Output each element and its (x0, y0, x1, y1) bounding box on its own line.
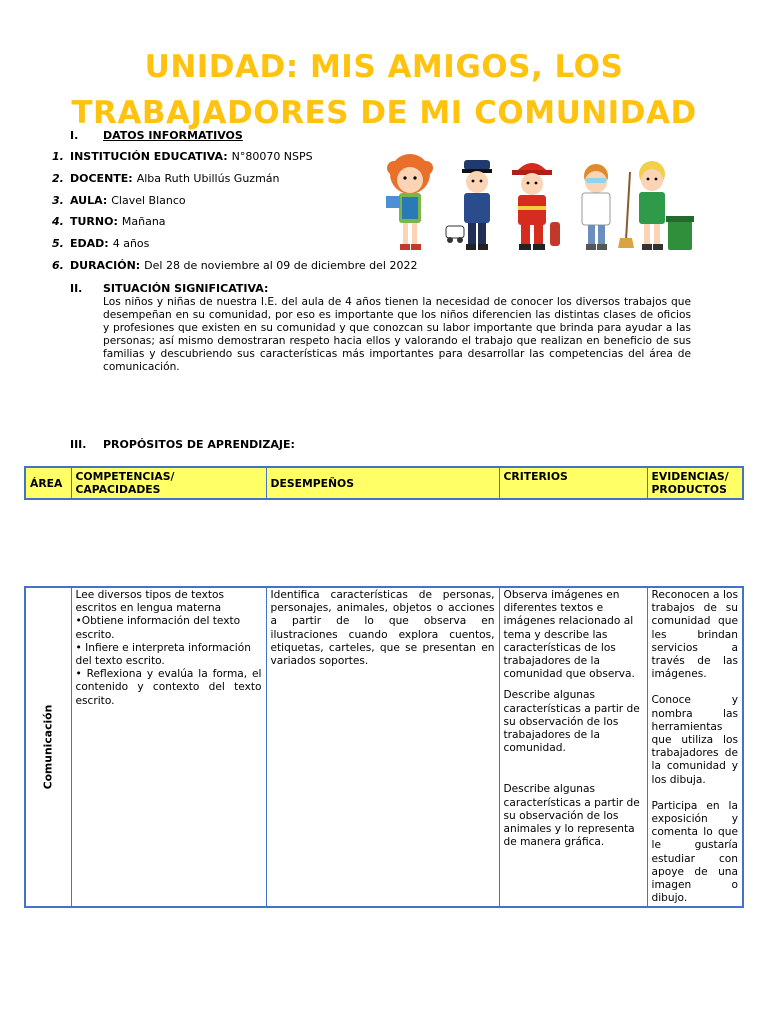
criterio-item: Observa imágenes en diferentes textos e imágenes relacionado al tema y describe las características de los trabajadores de la comunidad que observa. (503, 589, 635, 681)
section-3-label: PROPÓSITOS DE APRENDIZAJE: (103, 438, 295, 451)
info-value: Del 28 de noviembre al 09 de diciembre del 2022 (144, 258, 418, 272)
section-1-number: I. (70, 129, 79, 142)
section-2-label: SITUACIÓN SIGNIFICATIVA: (103, 282, 269, 295)
purposes-table-header (24, 466, 744, 500)
competencia-title: Lee diversos tipos de textos escritos en lengua materna (75, 589, 225, 615)
info-value: Alba Ruth Ubillús Guzmán (136, 171, 280, 185)
info-number: 5. (52, 237, 64, 251)
girl-with-book-figure (386, 154, 433, 250)
police-figure (446, 160, 492, 250)
evidencia-item: Conoce y nombra las herramientas que utiliza los trabajadores de la comunidad y los dibuja. (651, 694, 738, 786)
info-value: N°80070 NSPS (231, 150, 313, 163)
section-2-number: II. (70, 282, 83, 295)
section-3-heading (70, 438, 295, 451)
info-item (52, 215, 417, 237)
capacidad-item: • Infiere e interpreta información del texto escrito. (75, 641, 251, 668)
info-key: EDAD: (70, 237, 109, 251)
evidencia-item: Participa en la exposición y comenta lo que le gustaría estudiar con apoye de una imagen o dibujo. (651, 799, 738, 905)
info-item (52, 194, 417, 216)
info-item (52, 172, 417, 194)
info-item (52, 259, 417, 281)
header-criterios: CRITERIOS (499, 467, 647, 499)
info-key: DOCENTE: (70, 171, 133, 185)
info-value: Clavel Blanco (111, 193, 186, 207)
situacion-significativa-text: Los niños y niñas de nuestra I.E. del aula de 4 años tienen la necesidad de conocer los diversos trabajos que desempeñan en su comunidad, por eso es importante que los niños diferencien las distintas clases de oficios y profesiones que existen en su comunidad y que conozcan su labor importante que brinda para ayudar a las personas; así mismo demostraran respeto hacia ellos y valorando el trabajo que realizan en beneficio de sus familias y descubriendo sus características más importantes para desarrollar las competencias del área de comunicación. (103, 296, 691, 374)
purposes-table (24, 586, 744, 908)
area-label: Comunicación (41, 704, 55, 790)
section-2-heading (70, 282, 268, 295)
info-key: DURACIÓN: (70, 258, 141, 272)
area-cell (25, 587, 71, 907)
community-workers-illustration (384, 152, 696, 256)
table-row (25, 587, 743, 907)
criterio-item: Describe algunas características a partir de su observación de los animales y lo representa de manera gráfica. (503, 783, 640, 849)
capacidad-item: •Obtiene información del texto escrito. (75, 615, 241, 641)
section-3-number: III. (70, 438, 87, 451)
header-competencias: COMPETENCIAS/ CAPACIDADES (71, 467, 266, 499)
info-list (52, 150, 417, 281)
info-item (52, 150, 417, 172)
info-key: AULA: (70, 193, 108, 207)
title-line-2: TRABAJADORES DE MI COMUNIDAD (71, 95, 697, 131)
info-number: 6. (52, 258, 64, 272)
section-1-heading (70, 129, 243, 142)
info-number: 2. (52, 171, 64, 185)
doctor-figure (582, 164, 610, 250)
info-key: INSTITUCIÓN EDUCATIVA: (70, 150, 228, 163)
header-desempenos: DESEMPEÑOS (266, 467, 499, 499)
info-number: 4. (52, 215, 64, 229)
info-value: 4 años (112, 237, 150, 251)
info-item (52, 237, 417, 259)
criterio-item: Describe algunas características a partir de su observación de los trabajadores de la comunidad. (503, 689, 640, 755)
firefighter-figure (512, 163, 560, 250)
capacidad-item: • Reflexiona y evalúa la forma, el contenido y contexto del texto escrito. (75, 668, 262, 707)
criterios-cell (499, 587, 647, 907)
header-evidencias: EVIDENCIAS/ PRODUCTOS (647, 467, 743, 499)
evidencias-cell (647, 587, 743, 907)
section-1-label: DATOS INFORMATIVOS (103, 129, 243, 142)
document-title (0, 44, 768, 136)
header-area: ÁREA (25, 467, 71, 499)
info-key: TURNO: (70, 215, 118, 229)
info-number: 1. (52, 150, 64, 163)
cleaner-figure (618, 161, 694, 250)
info-number: 3. (52, 193, 64, 207)
info-value: Mañana (121, 215, 166, 229)
desempenos-cell: Identifica características de personas, personajes, animales, objetos o acciones a partir de lo que observa en ilustraciones cuando explora cuentos, etiquetas, carteles, que se presentan en variados soportes. (266, 587, 499, 907)
title-line-1: UNIDAD: MIS AMIGOS, LOS (144, 49, 624, 85)
evidencia-item: Reconocen a los trabajos de su comunidad que les brindan servicios a través de las imágenes. (651, 589, 738, 681)
competencias-cell (71, 587, 266, 907)
